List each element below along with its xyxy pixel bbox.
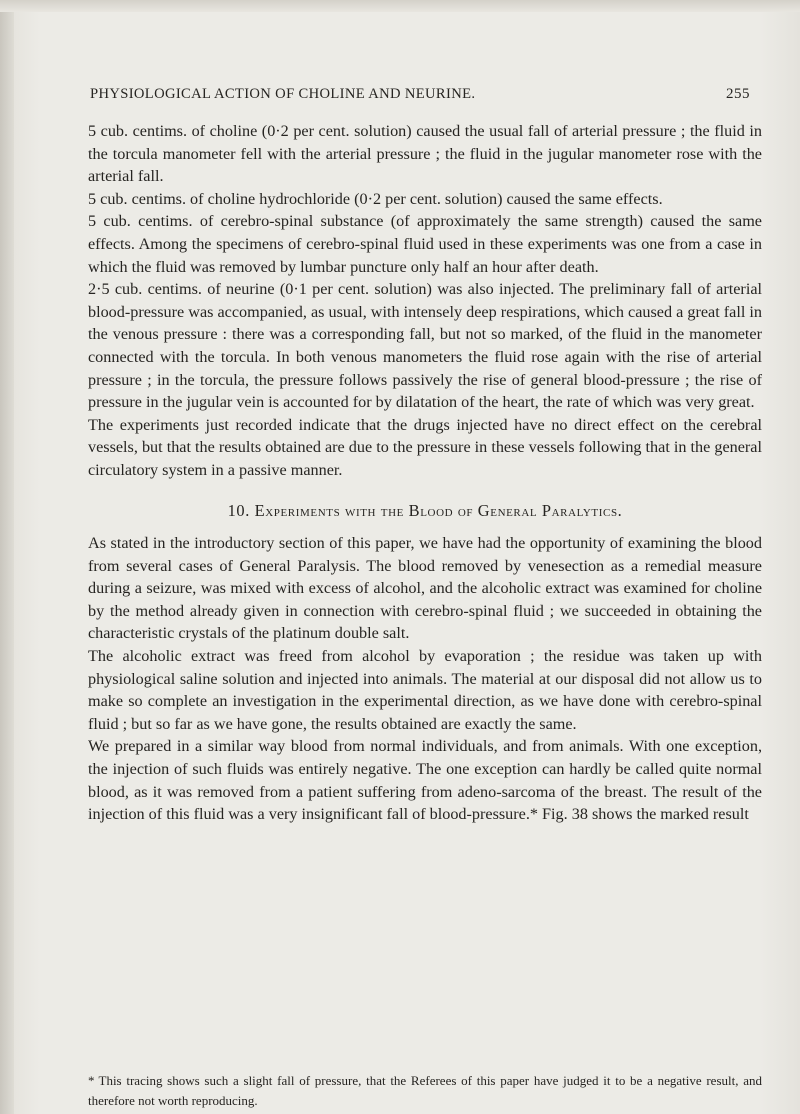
main-text <box>88 120 762 826</box>
footnote <box>88 1071 762 1110</box>
paragraph-section-intro: As stated in the introductory section of this paper, we have had the opportunity of examining the blood from several cases of General Paralysis. The blood removed by venesection as a remedial measure during a seizure, was mixed with excess of alcohol, and the alcoholic extract was examined for choline by the method already given in connection with cerebro-spinal fluid ; we succeeded in obtaining the characteristic crystals of the platinum double salt. <box>88 534 762 643</box>
running-head <box>90 86 750 108</box>
paragraph-choline: 5 cub. centims. of choline (0·2 per cent. solution) caused the usual fall of arterial pressure ; the fluid in the torcula manometer fell with the arterial pressure ; the fluid in the jugular manometer rose with the arterial fall. <box>88 122 762 186</box>
paragraph-conclusion: The experiments just recorded indicate that the drugs injected have no direct effect on the cerebral vessels, but that the results obtained are due to the pressure in these vessels following that in the general circulatory system in a passive manner. <box>88 415 762 479</box>
footnote-text: This tracing shows such a slight fall of pressure, that the Referees of this paper have judged it to be a negative result, and therefore not worth reproducing. <box>88 1073 762 1108</box>
paragraph-cerebro-spinal: 5 cub. centims. of cerebro-spinal substance (of approximately the same strength) caused the same effects. Among the specimens of cerebro-spinal fluid used in these experiments was one from a case in which the fluid was removed by lumbar puncture only half an hour after death. <box>88 212 762 276</box>
page-top-edge <box>0 0 800 12</box>
paragraph-neurine: 2·5 cub. centims. of neurine (0·1 per cent. solution) was also injected. The preliminary fall of arterial blood-pressure was accompanied, as usual, with intensely deep respirations, which caused a great fall in the venous pressure : there was a corresponding fall, but not so marked, of the fluid in the manometer connected with the torcula. In both venous manometers the fluid rose again with the rise of arterial pressure ; in the torcula, the pressure follows passively the rise of general blood-pressure ; the rise of pressure in the jugular vein is accounted for by dilatation of the heart, the rate of which was very great. <box>88 280 762 412</box>
paragraph-alcoholic-extract: The alcoholic extract was freed from alcohol by evaporation ; the residue was taken up with physiological saline solution and injected into animals. The material at our disposal did not allow us to make so complete an investigation in the experimental direction, as we have done with cerebro-spinal fluid ; but so far as we have gone, the results obtained are exactly the same. <box>88 647 762 733</box>
paragraph-normal-blood: We prepared in a similar way blood from normal individuals, and from animals. With one exception, the injection of such fluids was entirely negative. The one exception can hardly be called quite normal blood, as it was removed from a patient suffering from adeno-sarcoma of the breast. The result of the injection of this fluid was a very insignificant fall of blood-pressure.* Fig. 38 shows the marked result <box>88 737 762 824</box>
page-number: 255 <box>726 86 750 102</box>
running-title: PHYSIOLOGICAL ACTION OF CHOLINE AND NEURINE. <box>90 86 476 102</box>
section-heading: 10. Experiments with the Blood of General Paralytics. <box>227 500 623 520</box>
page-spine-shadow <box>0 0 14 1114</box>
paragraph-choline-hydrochloride: 5 cub. centims. of choline hydrochloride (0·2 per cent. solution) caused the same effects. <box>88 189 663 208</box>
footnote-mark: * <box>88 1073 95 1088</box>
